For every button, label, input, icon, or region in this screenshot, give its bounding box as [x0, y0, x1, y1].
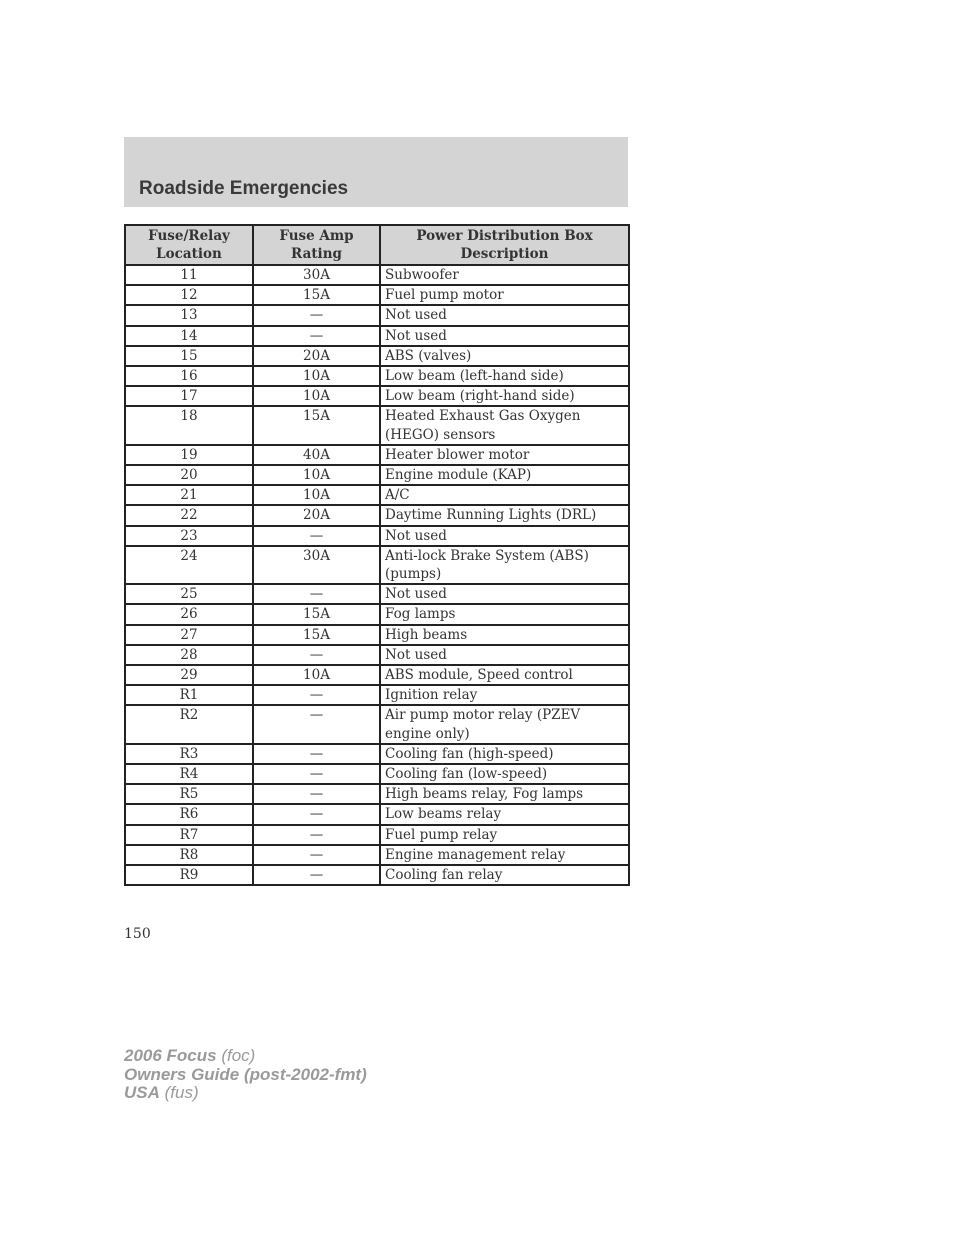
column-header-location: Fuse/Relay Location: [125, 225, 253, 265]
column-header-rating: Fuse Amp Rating: [253, 225, 380, 265]
table-row: [125, 825, 629, 845]
cell-location: 25: [125, 584, 253, 604]
cell-rating: 10A: [253, 665, 380, 685]
cell-location: R4: [125, 764, 253, 784]
cell-rating: —: [253, 845, 380, 865]
cell-description: Subwoofer: [380, 265, 629, 285]
cell-description: Cooling fan (low-speed): [380, 764, 629, 784]
cell-location: 15: [125, 346, 253, 366]
table-row: [125, 326, 629, 346]
cell-description: Fog lamps: [380, 604, 629, 624]
cell-description: Fuel pump relay: [380, 825, 629, 845]
cell-rating: —: [253, 526, 380, 546]
table-row: [125, 645, 629, 665]
cell-location: 13: [125, 305, 253, 325]
table-row: [125, 366, 629, 386]
cell-description: Not used: [380, 326, 629, 346]
cell-rating: 15A: [253, 625, 380, 645]
cell-description: Not used: [380, 584, 629, 604]
table-row: [125, 546, 629, 584]
table-body: [125, 265, 629, 885]
table-row: [125, 845, 629, 865]
table-row: [125, 386, 629, 406]
table-row: [125, 465, 629, 485]
cell-location: 17: [125, 386, 253, 406]
cell-description: Not used: [380, 305, 629, 325]
cell-location: 27: [125, 625, 253, 645]
cell-location: R6: [125, 804, 253, 824]
fuse-table: [124, 224, 630, 886]
cell-description: High beams relay, Fog lamps: [380, 784, 629, 804]
cell-location: 29: [125, 665, 253, 685]
cell-description: Ignition relay: [380, 685, 629, 705]
table-row: [125, 685, 629, 705]
cell-rating: 30A: [253, 546, 380, 584]
table-row: [125, 485, 629, 505]
cell-location: R7: [125, 825, 253, 845]
cell-description: Fuel pump motor: [380, 285, 629, 305]
cell-location: 23: [125, 526, 253, 546]
cell-location: 22: [125, 505, 253, 525]
cell-rating: —: [253, 326, 380, 346]
section-header-band: [124, 137, 628, 207]
page-number: 150: [124, 926, 151, 942]
cell-location: 28: [125, 645, 253, 665]
column-header-description: Power Distribution Box Description: [380, 225, 629, 265]
cell-description: Heater blower motor: [380, 445, 629, 465]
cell-location: R3: [125, 744, 253, 764]
cell-rating: 15A: [253, 406, 380, 444]
table-row: [125, 285, 629, 305]
table-row: [125, 764, 629, 784]
cell-description: Anti-lock Brake System (ABS) (pumps): [380, 546, 629, 584]
cell-rating: —: [253, 584, 380, 604]
cell-rating: 15A: [253, 285, 380, 305]
cell-location: 26: [125, 604, 253, 624]
cell-location: 24: [125, 546, 253, 584]
table-row: [125, 784, 629, 804]
cell-location: 20: [125, 465, 253, 485]
table-row: [125, 526, 629, 546]
cell-rating: —: [253, 705, 380, 743]
table-header-row: [125, 225, 629, 265]
footer-line-market: USA (fus): [124, 1083, 199, 1102]
table-row: [125, 346, 629, 366]
table-row: [125, 804, 629, 824]
cell-location: R8: [125, 845, 253, 865]
cell-rating: 10A: [253, 386, 380, 406]
table-row: [125, 445, 629, 465]
cell-location: R2: [125, 705, 253, 743]
table-row: [125, 744, 629, 764]
cell-description: Low beams relay: [380, 804, 629, 824]
cell-description: Heated Exhaust Gas Oxygen (HEGO) sensors: [380, 406, 629, 444]
document-footer: [124, 1047, 367, 1103]
cell-description: Cooling fan relay: [380, 865, 629, 885]
table-row: [125, 705, 629, 743]
cell-description: Low beam (left-hand side): [380, 366, 629, 386]
cell-rating: 10A: [253, 366, 380, 386]
section-title: Roadside Emergencies: [139, 178, 349, 199]
cell-rating: 10A: [253, 485, 380, 505]
cell-rating: 10A: [253, 465, 380, 485]
cell-description: Air pump motor relay (PZEV engine only): [380, 705, 629, 743]
cell-rating: —: [253, 865, 380, 885]
cell-location: 21: [125, 485, 253, 505]
cell-rating: 40A: [253, 445, 380, 465]
cell-description: ABS module, Speed control: [380, 665, 629, 685]
cell-rating: —: [253, 685, 380, 705]
cell-description: Engine module (KAP): [380, 465, 629, 485]
cell-rating: —: [253, 825, 380, 845]
cell-description: Low beam (right-hand side): [380, 386, 629, 406]
cell-description: Cooling fan (high-speed): [380, 744, 629, 764]
cell-description: Not used: [380, 645, 629, 665]
cell-location: 16: [125, 366, 253, 386]
footer-line-model: 2006 Focus (foc): [124, 1046, 256, 1065]
table-row: [125, 625, 629, 645]
table-row: [125, 604, 629, 624]
table-row: [125, 265, 629, 285]
cell-location: 14: [125, 326, 253, 346]
cell-description: Not used: [380, 526, 629, 546]
cell-location: R5: [125, 784, 253, 804]
cell-location: 19: [125, 445, 253, 465]
cell-rating: —: [253, 645, 380, 665]
cell-description: A/C: [380, 485, 629, 505]
cell-rating: —: [253, 804, 380, 824]
table-row: [125, 865, 629, 885]
cell-rating: 20A: [253, 505, 380, 525]
cell-description: Daytime Running Lights (DRL): [380, 505, 629, 525]
cell-rating: 15A: [253, 604, 380, 624]
cell-rating: —: [253, 764, 380, 784]
table-row: [125, 505, 629, 525]
cell-description: Engine management relay: [380, 845, 629, 865]
table-row: [125, 665, 629, 685]
cell-rating: 20A: [253, 346, 380, 366]
cell-location: R9: [125, 865, 253, 885]
cell-location: 18: [125, 406, 253, 444]
cell-rating: —: [253, 305, 380, 325]
cell-location: 12: [125, 285, 253, 305]
table-row: [125, 305, 629, 325]
cell-location: 11: [125, 265, 253, 285]
cell-description: ABS (valves): [380, 346, 629, 366]
table-row: [125, 584, 629, 604]
table-row: [125, 406, 629, 444]
cell-rating: —: [253, 744, 380, 764]
cell-location: R1: [125, 685, 253, 705]
cell-description: High beams: [380, 625, 629, 645]
footer-line-guide: Owners Guide (post-2002-fmt): [124, 1064, 367, 1084]
cell-rating: 30A: [253, 265, 380, 285]
cell-rating: —: [253, 784, 380, 804]
